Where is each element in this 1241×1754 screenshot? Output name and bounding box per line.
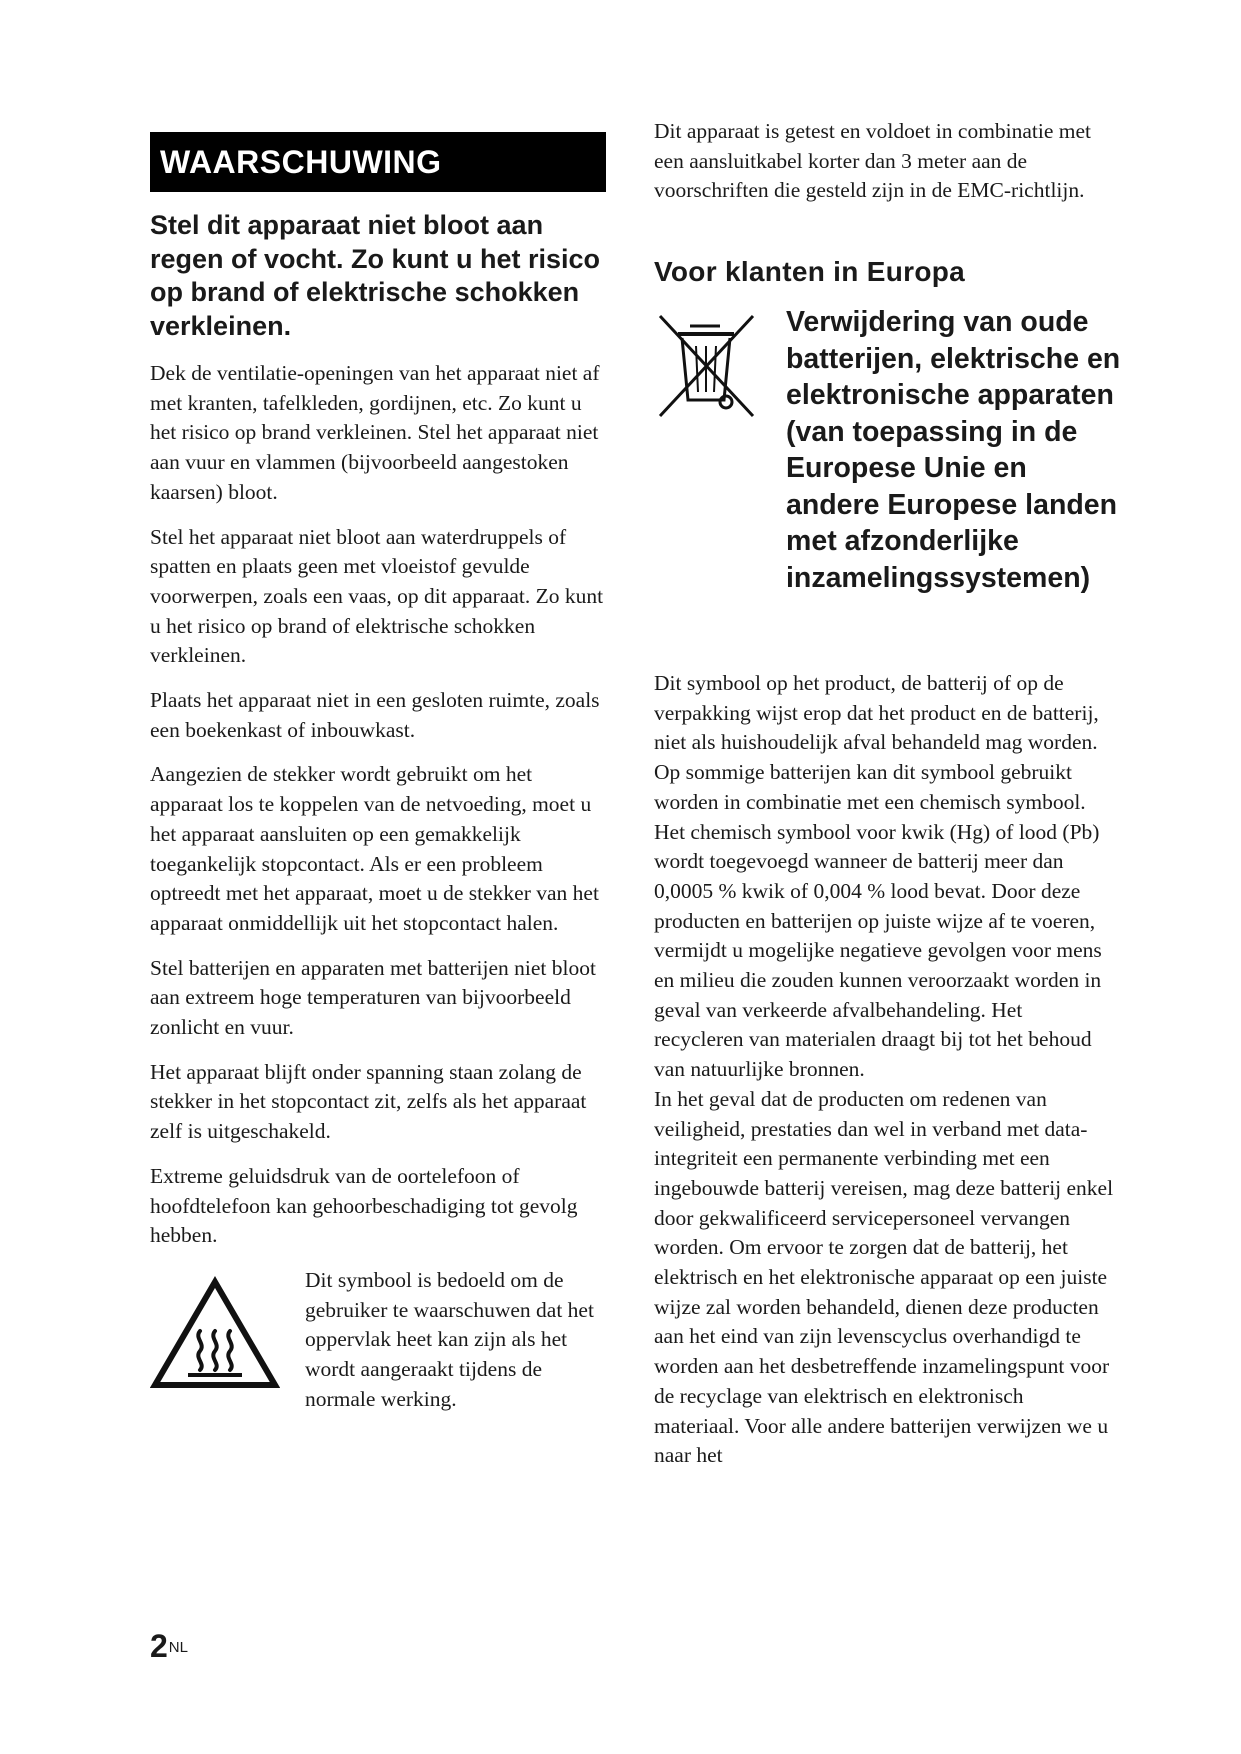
paragraph-water: Stel het apparaat niet bloot aan waterdruppels of spatten en plaats geen met vloeistof gevulde voorwerpen, zoals een vaas, op dit apparaat. Zo kunt u het risico op brand of elektrische schokken verkleinen. xyxy=(150,524,604,668)
paragraph-battery-heat: Stel batterijen en apparaten met batterijen niet bloot aan extreem hoge temperaturen van bijvoorbeeld zonlicht en vuur. xyxy=(150,955,596,1040)
crossed-bin-icon xyxy=(654,312,759,422)
paragraph-power-plug: Aangezien de stekker wordt gebruikt om het apparaat los te koppelen van de netvoeding, moet u het apparaat aansluiten op een gemakkelijk toegankelijk stopcontact. Als er een probleem optreedt met het apparaat, moet u de stekker van het apparaat onmiddellijk uit het stopcontact halen. xyxy=(150,762,599,935)
hot-surface-notice xyxy=(150,1266,606,1416)
right-text-flow xyxy=(654,669,1114,1471)
left-text-flow xyxy=(150,359,606,1416)
section-heading-europe: Voor klanten in Europa xyxy=(654,256,966,287)
disposal-paragraph-2: In het geval dat de producten om redenen van veiligheid, prestaties dan wel in verband met data-integriteit een permanente verbinding met een ingebouwde batterij vereisen, mag deze batterij enkel door gekwalificeerd servicepersoneel vervangen worden. Om ervoor te zorgen dat de batterij, het elektrisch en het elektronische apparaat op een juiste wijze zal worden behandeld, dienen deze producten aan het eind van zijn levenscyclus overhandigd te worden aan het desbetreffende inzamelingspunt voor de recyclage van elektrisch en elektronisch materiaal. Voor alle andere batterijen verwijzen we u naar het xyxy=(654,1086,1114,1468)
paragraph-standby-power: Het apparaat blijft onder spanning staan zolang de stekker in het stopcontact zit, zelfs als het apparaat zelf is uitgeschakeld. xyxy=(150,1059,587,1144)
paragraph-ventilation: Dek de ventilatie-openingen van het apparaat niet af met kranten, tafelkleden, gordijnen, etc. Zo kunt u het risico op brand verkleinen. Stel het apparaat niet aan vuur en vlammen (bijvoorbeeld aangestoken kaarsen) bloot. xyxy=(150,361,600,504)
disposal-heading: Verwijdering van oude batterijen, elektrische en elektronische apparaten (van toepassing in de Europese Unie en andere Europese landen met afzonderlijke inzamelingssystemen) xyxy=(786,306,1121,594)
disposal-paragraph-1: Dit symbool op het product, de batterij of op de verpakking wijst erop dat het product en de batterij, niet als huishoudelijk afval behandeld mag worden. Op sommige batterijen kan dit symbool gebruikt worden in combinatie met een chemisch symbool. Het chemisch symbool voor kwik (Hg) of lood (Pb) wordt toegevoegd wanneer de batterij meer dan 0,0005 % kwik of 0,004 % lood bevat. Door deze producten en batterijen op juiste wijze af te voeren, vermijdt u mogelijke negatieve gevolgen voor mens en milieu die zouden kunnen veroorzaakt worden in geval van verkeerde afvalbehandeling. Het recycleren van materialen draagt bij tot het behoud van natuurlijke bronnen. xyxy=(654,671,1102,1082)
paragraph-enclosed-space: Plaats het apparaat niet in een gesloten ruimte, zoals een boekenkast of inbouwkast. xyxy=(150,688,600,742)
hot-surface-text: Dit symbool is bedoeld om de gebruiker te waarschuwen dat het oppervlak heet kan zijn als het wordt aangeraakt tijdens de normale werking. xyxy=(305,1267,594,1411)
page-number xyxy=(150,1628,188,1664)
page-number-language: NL xyxy=(168,1639,188,1656)
emc-text: Dit apparaat is getest en voldoet in combinatie met een aansluitkabel korter dan 3 meter aan de voorschriften die gesteld zijn in de EMC-richtlijn. xyxy=(654,119,1092,203)
warning-banner: WAARSCHUWING xyxy=(150,132,606,192)
hot-surface-warning-icon xyxy=(150,1276,280,1391)
paragraph-sound-pressure: Extreme geluidsdruk van de oortelefoon of hoofdtelefoon kan gehoorbeschadiging tot gevolg hebben. xyxy=(150,1163,578,1248)
page-number-value: 2 xyxy=(150,1628,168,1664)
warning-lead-text: Stel dit apparaat niet bloot aan regen of vocht. Zo kunt u het risico op brand of elektrische schokken verkleinen. xyxy=(150,210,601,341)
